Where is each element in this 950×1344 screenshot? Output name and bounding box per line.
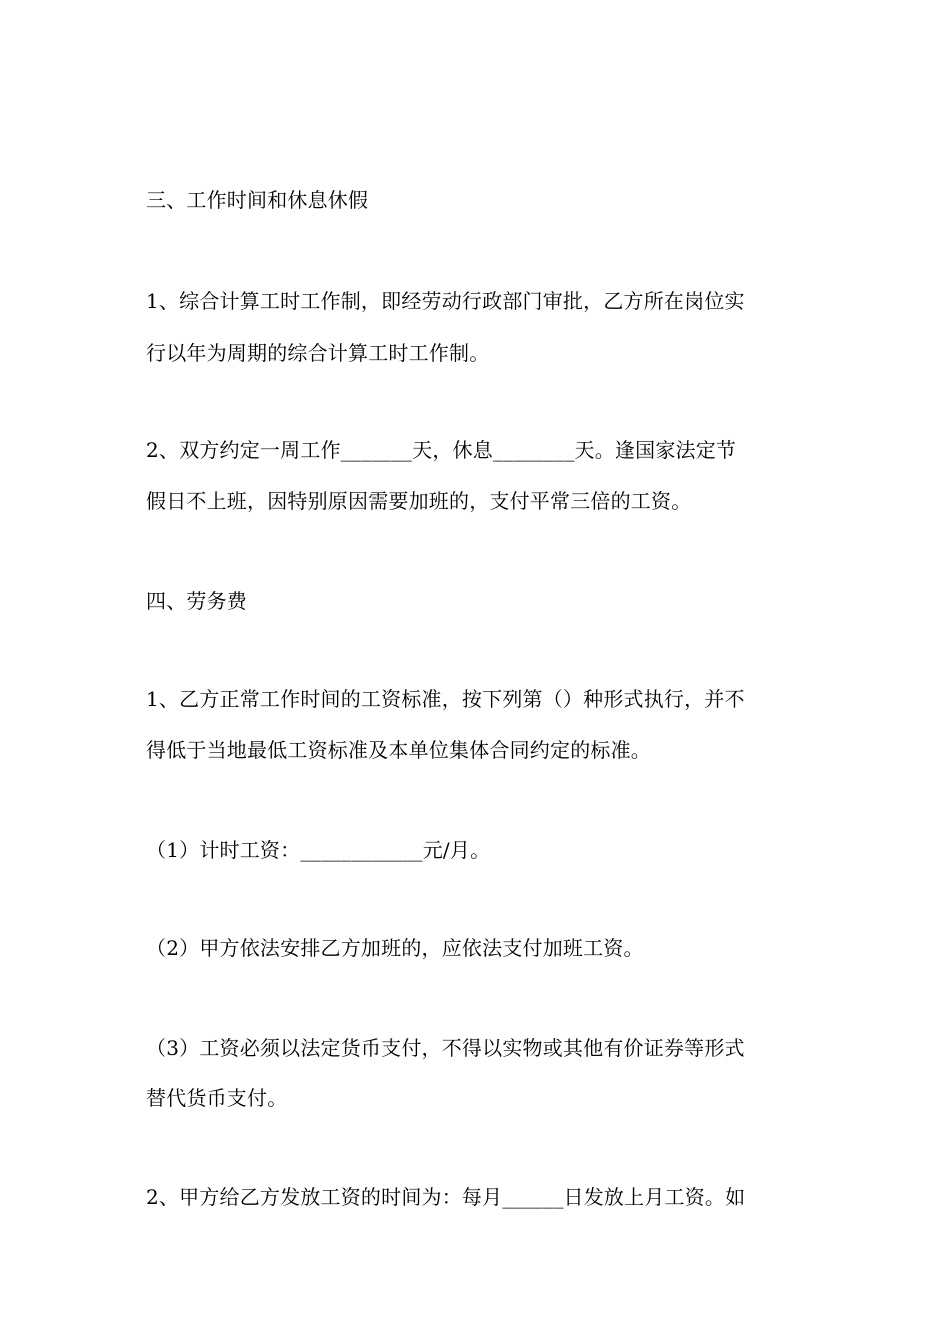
paragraph-3-2-line-1: 2、双方约定一周工作_______天，休息________天。逢国家法定节 [146, 438, 737, 462]
paragraph-4-1-line-2: 得低于当地最低工资标准及本单位集体合同约定的标准。 [146, 738, 651, 762]
paragraph-3-2-line-2: 假日不上班，因特别原因需要加班的，支付平常三倍的工资。 [146, 489, 692, 513]
subitem-4-1-2: （2）甲方依法安排乙方加班的，应依法支付加班工资。 [146, 936, 644, 960]
paragraph-4-2-line-1: 2、甲方给乙方发放工资的时间为：每月______日发放上月工资。如 [146, 1185, 746, 1209]
paragraph-3-1-line-1: 1、综合计算工时工作制，即经劳动行政部门审批，乙方所在岗位实 [146, 289, 745, 313]
paragraph-4-1-line-1: 1、乙方正常工作时间的工资标准，按下列第（）种形式执行，并不 [146, 687, 745, 711]
subitem-4-1-3-line-2: 替代货币支付。 [146, 1086, 288, 1110]
subitem-4-1-1: （1）计时工资：____________元/月。 [146, 838, 491, 862]
section-four-heading: 四、劳务费 [146, 589, 247, 613]
subitem-4-1-3-line-1: （3）工资必须以法定货币支付，不得以实物或其他有价证券等形式 [146, 1036, 745, 1060]
section-three-heading: 三、工作时间和休息休假 [146, 188, 369, 212]
paragraph-3-1-line-2: 行以年为周期的综合计算工时工作制。 [146, 341, 490, 365]
